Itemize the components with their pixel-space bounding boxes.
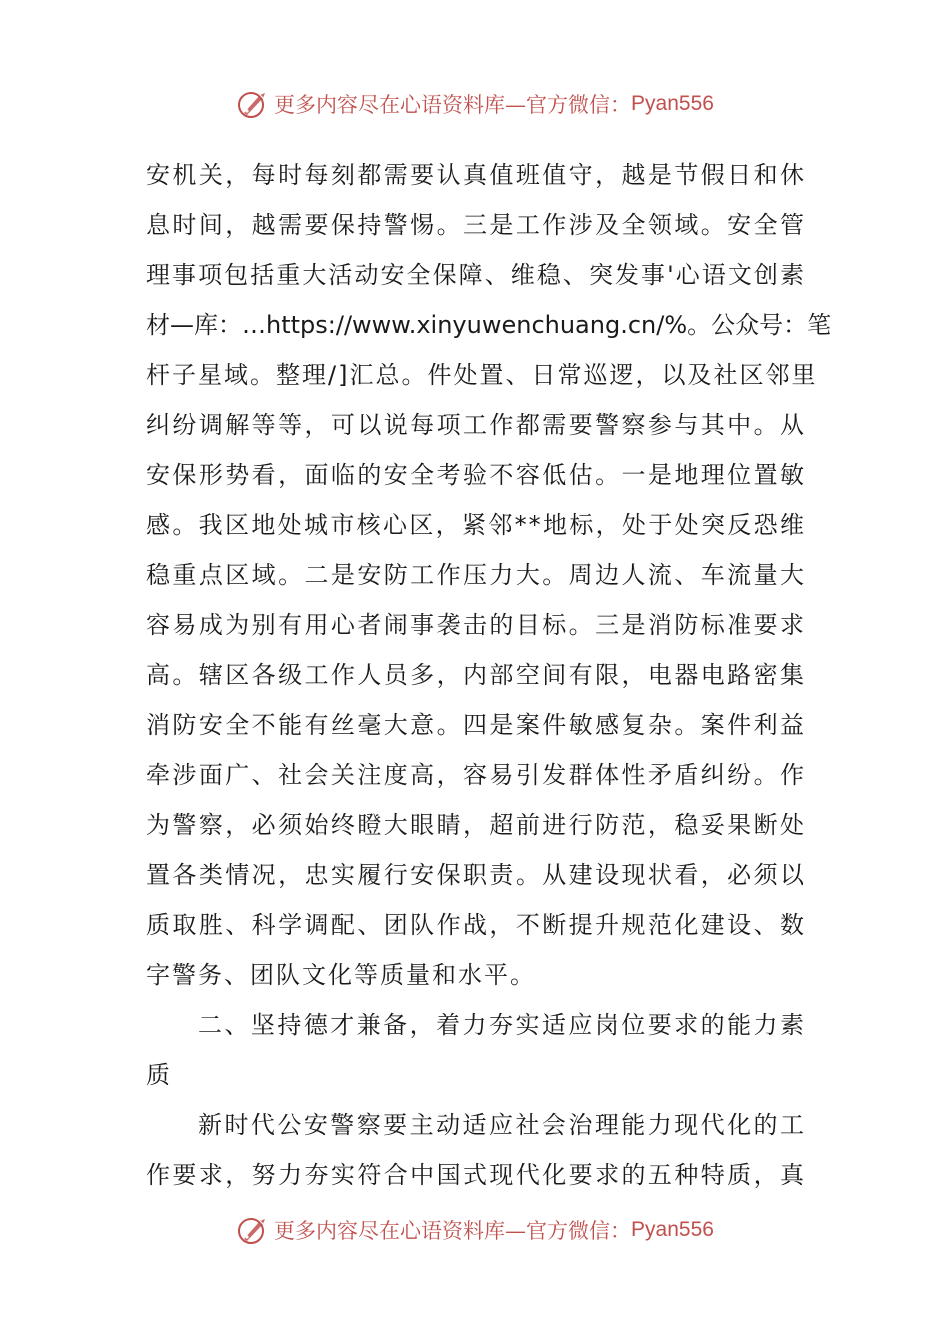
text-line: 理事项包括重大活动安全保障、维稳、突发事'心语文创素 — [146, 261, 806, 289]
text-line: 容易成为别有用心者闹事袭击的目标。三是消防标准要求 — [146, 611, 806, 639]
text-line: 安机关，每时每刻都需要认真值班值守，越是节假日和休 — [146, 161, 806, 189]
footer-watermark-banner — [0, 1210, 950, 1250]
paragraph-start-line: 新时代公安警察要主动适应社会治理能力现代化的工 — [198, 1111, 806, 1139]
paragraph-end-line: 字警务、团队文化等质量和水平。 — [146, 961, 536, 989]
text-line: 消防安全不能有丝毫大意。四是案件敏感复杂。案件利益 — [146, 711, 806, 739]
text-line: 质取胜、科学调配、团队作战，不断提升规范化建设、数 — [146, 911, 806, 939]
pen-nib-logo-icon — [236, 1213, 270, 1247]
text-line: 感。我区地处城市核心区，紧邻**地标，处于处突反恐维 — [146, 511, 806, 539]
text-line: 作要求，努力夯实符合中国式现代化要求的五种特质，真 — [146, 1161, 806, 1189]
header-watermark-banner — [0, 84, 950, 124]
banner-text: 更多内容尽在心语资料库—官方微信： — [274, 1219, 632, 1243]
banner-wechat-id: Pyan556 — [631, 1218, 714, 1241]
text-line: 纠纷调解等等，可以说每项工作都需要警察参与其中。从 — [146, 411, 806, 439]
banner-text: 更多内容尽在心语资料库—官方微信： — [274, 93, 632, 117]
text-line: 息时间，越需要保持警惕。三是工作涉及全领域。安全管 — [146, 211, 806, 239]
section-heading-end-line: 质 — [146, 1061, 172, 1089]
document-body — [146, 150, 832, 1200]
text-line: 材—库：…https://www.xinyuwenchuang.cn/%。公众号：笔 — [146, 311, 832, 339]
text-line: 稳重点区域。二是安防工作压力大。周边人流、车流量大 — [146, 561, 806, 589]
text-line: 牵涉面广、社会关注度高，容易引发群体性矛盾纠纷。作 — [146, 761, 806, 789]
text-line: 为警察，必须始终瞪大眼睛，超前进行防范，稳妥果断处 — [146, 811, 806, 839]
banner-wechat-id: Pyan556 — [631, 92, 714, 115]
pen-nib-logo-icon — [236, 87, 270, 121]
text-line: 杆子星域。整理/]汇总。件处置、日常巡逻，以及社区邻里 — [146, 361, 818, 389]
text-line: 高。辖区各级工作人员多，内部空间有限，电器电路密集 — [146, 661, 806, 689]
text-line: 置各类情况，忠实履行安保职责。从建设现状看，必须以 — [146, 861, 806, 889]
section-heading-line: 二、坚持德才兼备，着力夯实适应岗位要求的能力素 — [198, 1011, 806, 1039]
text-line: 安保形势看，面临的安全考验不容低估。一是地理位置敏 — [146, 461, 806, 489]
